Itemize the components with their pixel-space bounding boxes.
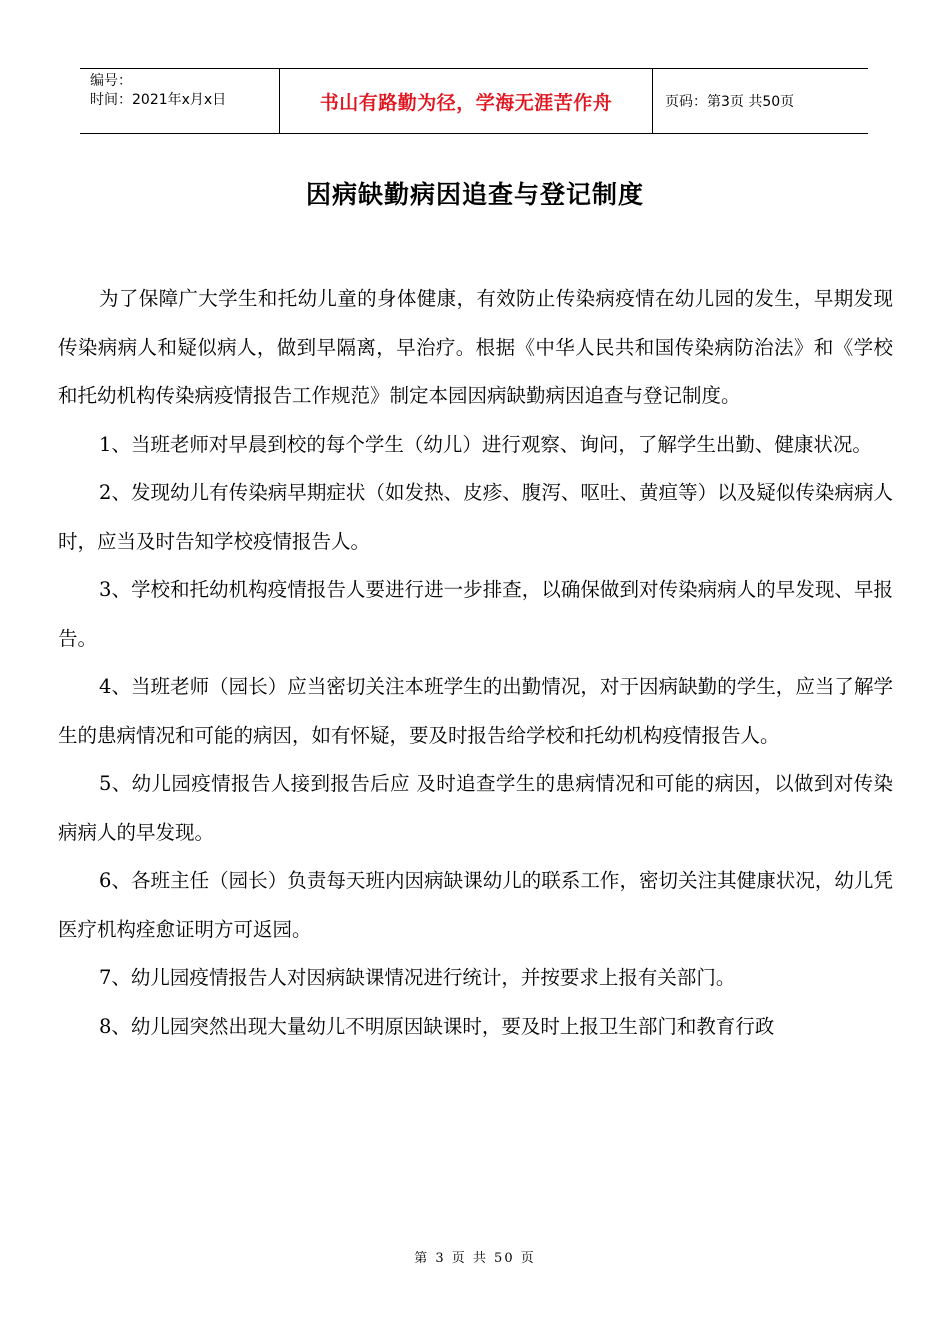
paragraph-intro: 为了保障广大学生和托幼儿童的身体健康，有效防止传染病疫情在幼儿园的发生，早期发现传染病病人和疑似病人，做到早隔离，早治疗。根据《中华人民共和国传染病防治法》和《学校和托幼机构传染病疫情报告工作规范》制定本园因病缺勤病因追查与登记制度。 xyxy=(58,287,893,407)
header-meta xyxy=(80,69,280,133)
paragraph-item-1: 1、当班老师对早晨到校的每个学生（幼儿）进行观察、询问，了解学生出勤、健康状况。 xyxy=(99,432,872,456)
paragraph-item-6: 6、各班主任（园长）负责每天班内因病缺课幼儿的联系工作，密切关注其健康状况，幼儿凭医疗机构痊愈证明方可返园。 xyxy=(58,869,893,941)
header-page-cell xyxy=(653,69,868,133)
paragraph-item-7: 7、幼儿园疫情报告人对因病缺课情况进行统计，并按要求上报有关部门。 xyxy=(99,966,736,989)
document-title: 因病缺勤病因追查与登记制度 xyxy=(305,180,644,209)
header-page-label: 页码：第3页 共50页 xyxy=(665,94,795,110)
header-date-label: 时间：2021年x月x日 xyxy=(90,92,227,108)
paragraph-item-5: 5、幼儿园疫情报告人接到报告后应 及时追查学生的患病情况和可能的病因，以做到对传染病病人的早发现。 xyxy=(58,772,893,844)
paragraph-item-8: 8、幼儿园突然出现大量幼儿不明原因缺课时，要及时上报卫生部门和教育行政 xyxy=(99,1014,775,1038)
header-motto-cell xyxy=(280,69,653,133)
paragraph-item-4: 4、当班老师（园长）应当密切关注本班学生的出勤情况，对于因病缺勤的学生，应当了解学生的患病情况和可能的病因，如有怀疑，要及时报告给学校和托幼机构疫情报告人。 xyxy=(58,675,893,747)
header-number-label: 编号： xyxy=(90,73,132,89)
page-footer: 第 3 页 共 50 页 xyxy=(414,1251,536,1266)
header-motto: 书山有路勤为径，学海无涯苦作舟 xyxy=(319,91,613,114)
paragraph-item-2: 2、发现幼儿有传染病早期症状（如发热、皮疹、腹泻、呕吐、黄疸等）以及疑似传染病病人时，应当及时告知学校疫情报告人。 xyxy=(58,481,893,553)
document-body xyxy=(58,275,893,1051)
paragraph-item-3: 3、学校和托幼机构疫情报告人要进行进一步排查，以确保做到对传染病病人的早发现、早报告。 xyxy=(58,578,893,650)
page-header xyxy=(80,68,868,134)
